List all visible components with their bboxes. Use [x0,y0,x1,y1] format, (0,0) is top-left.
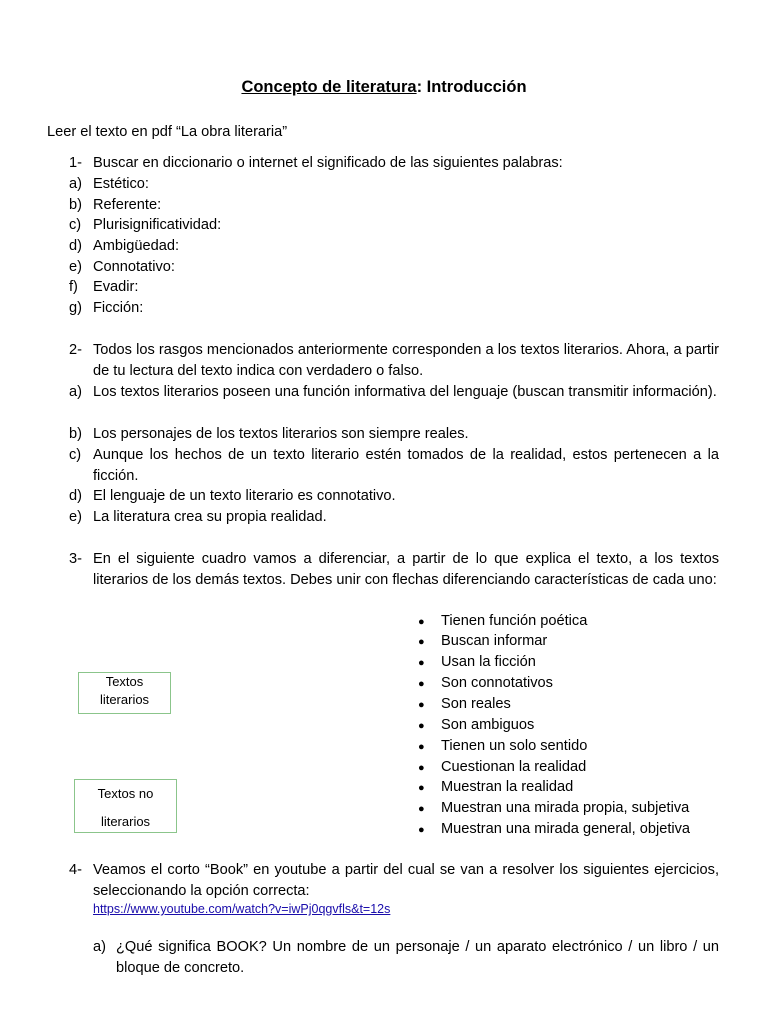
q1-item-label: g) [69,300,82,316]
bullet-text: Son connotativos [441,675,553,691]
q4-number: 4- [69,862,82,878]
bullet-item [418,736,587,758]
bullet-icon: ● [418,782,425,794]
q1-item-label: d) [69,238,82,254]
title-sub: : Introducción [416,78,527,96]
box2-line1: Textos no [97,786,154,801]
q1-item-label: a) [69,176,82,192]
bullet-item [418,673,553,695]
bullet-icon: ● [418,678,425,690]
q1-item-text: Estético: [93,176,149,192]
title-main: Concepto de literatura [241,78,417,96]
bullet-icon: ● [418,741,425,753]
bullet-item [418,798,689,820]
bullet-text: Cuestionan la realidad [441,759,587,775]
q2-item-label: e) [69,509,82,525]
bullet-icon: ● [418,824,425,836]
q2-item-label: d) [69,488,82,504]
bullet-text: Tienen función poética [441,613,588,629]
q1-item-text: Evadir: [93,279,139,295]
q4-item-label: a) [93,939,106,955]
bullet-text: Usan la ficción [441,654,536,670]
bullet-text: Son ambiguos [441,717,535,733]
q1-item-text: Ambigüedad: [93,238,180,254]
bullet-icon: ● [418,762,425,774]
box-textos-literarios [78,672,171,714]
bullet-text: Muestran una mirada propia, subjetiva [441,800,690,816]
q1-number: 1- [69,155,82,171]
youtube-link[interactable]: https://www.youtube.com/watch?v=iwPj0qgvfls&t=12s [93,902,391,916]
box1-line1: Textos [105,674,144,689]
bullet-text: Son reales [441,696,511,712]
q2-item-label: a) [69,384,82,400]
q1-item-label: c) [69,217,82,233]
q1-item-text: Plurisignificatividad: [93,217,222,233]
q1-item-label: e) [69,259,82,275]
q4-text: Veamos el corto “Book” en youtube a partir del cual se van a resolver los siguientes ejercicios, seleccionando la opción correcta: [93,862,719,899]
q2-item-label: c) [69,447,82,463]
intro-text: Leer el texto en pdf “La obra literaria” [47,124,288,140]
bullet-item [418,611,587,633]
q1-item-text: Ficción: [93,300,144,316]
bullet-icon: ● [418,803,425,815]
bullet-item [418,819,690,841]
bullet-item [418,694,511,716]
q2-number: 2- [69,342,82,358]
page-title [0,78,768,97]
bullet-icon: ● [418,720,425,732]
q2-item-text: El lenguaje de un texto literario es connotativo. [93,488,396,504]
q4-item-text: ¿Qué significa BOOK? Un nombre de un personaje / un aparato electrónico / un libro / un bloque de concreto. [116,939,719,976]
bullet-text: Muestran la realidad [441,779,574,795]
bullet-item [418,777,573,799]
box2-line2: literarios [100,814,151,829]
q2-item-text: Los personajes de los textos literarios son siempre reales. [93,426,469,442]
bullet-text: Muestran una mirada general, objetiva [441,821,691,837]
q1-item-label: f) [69,279,78,295]
bullet-item [418,757,586,779]
q1-item-text: Referente: [93,197,162,213]
bullet-item [418,631,547,653]
q2-text: Todos los rasgos mencionados anteriormente corresponden a los textos literarios. Ahora, a partir de tu lectura del texto indica con verdadero o falso. [93,342,719,379]
bullet-item [418,715,534,737]
q1-text: Buscar en diccionario o internet el significado de las siguientes palabras: [93,155,563,171]
q1-item-label: b) [69,197,82,213]
box-textos-no-literarios [74,779,177,833]
q2-item-text: Los textos literarios poseen una función informativa del lenguaje (buscan transmitir información). [93,384,717,400]
q3-number: 3- [69,551,82,567]
bullet-icon: ● [418,616,425,628]
bullet-text: Buscan informar [441,633,548,649]
box1-line2: literarios [99,692,150,707]
bullet-item [418,652,536,674]
bullet-icon: ● [418,657,425,669]
bullet-icon: ● [418,636,425,648]
q2-item-label: b) [69,426,82,442]
q2-item-text: Aunque los hechos de un texto literario estén tomados de la realidad, estos pertenecen a la ficción. [93,447,719,484]
q3-text: En el siguiente cuadro vamos a diferenciar, a partir de lo que explica el texto, a los textos literarios de los demás textos. Debes unir con flechas diferenciando características de cada uno: [93,551,719,588]
bullet-text: Tienen un solo sentido [441,738,588,754]
q2-item-text: La literatura crea su propia realidad. [93,509,327,525]
bullet-icon: ● [418,699,425,711]
q1-item-text: Connotativo: [93,259,175,275]
